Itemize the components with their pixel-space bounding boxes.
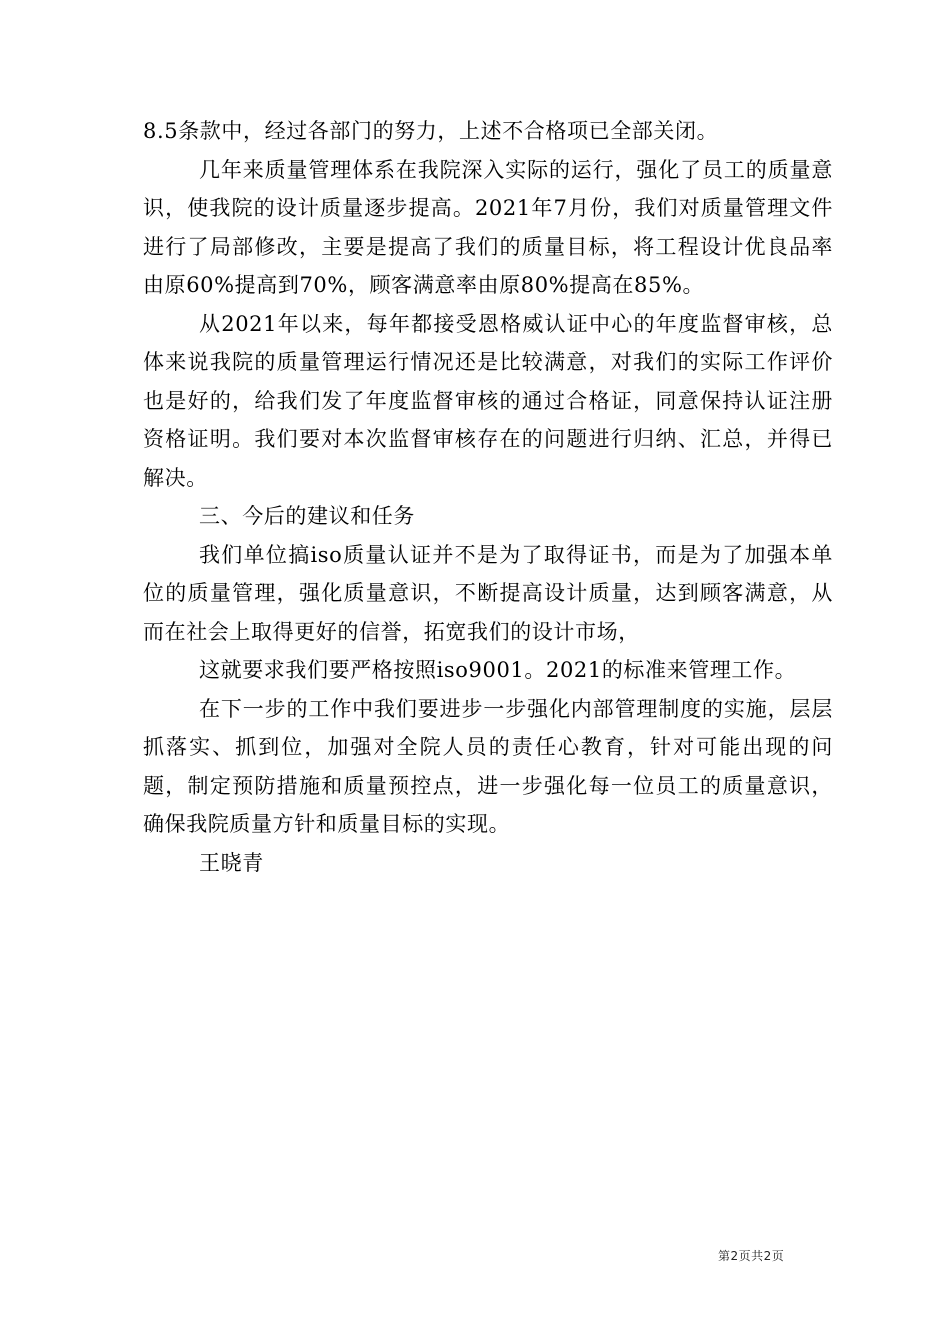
paragraph-audit: 从2021年以来，每年都接受恩格威认证中心的年度监督审核，总体来说我院的质量管理运行情况还是比较满意，对我们的实际工作评价也是好的，给我们发了年度监督审核的通过合格证，同意保持认证注册资格证明。我们要对本次监督审核存在的问题进行归纳、汇总，并得已解决。 — [143, 311, 833, 490]
paragraph-purpose: 我们单位搞iso质量认证并不是为了取得证书，而是为了加强本单位的质量管理，强化质量意识，不断提高设计质量，达到顾客满意，从而在社会上取得更好的信誉，拓宽我们的设计市场， — [143, 542, 833, 644]
paragraph-continuation: 8.5条款中，经过各部门的努力，上述不合格项已全部关闭。 — [143, 119, 719, 143]
section-heading: 三、今后的建议和任务 — [199, 504, 415, 528]
paragraph-next-steps: 在下一步的工作中我们要进步一步强化内部管理制度的实施，层层抓落实、抓到位，加强对全院人员的责任心教育，针对可能出现的问题，制定预防措施和质量预控点，进一步强化每一位员工的质量意识，确保我院质量方针和质量目标的实现。 — [143, 696, 833, 836]
paragraph-standard: 这就要求我们要严格按照iso9001。2021的标准来管理工作。 — [199, 658, 797, 682]
paragraph-quality-improvement: 几年来质量管理体系在我院深入实际的运行，强化了员工的质量意识，使我院的设计质量逐步提高。2021年7月份，我们对质量管理文件进行了局部修改，主要是提高了我们的质量目标，将工程设计优良品率由原60%提高到70%，顾客满意率由原80%提高在85%。 — [143, 157, 833, 297]
author-signature: 王晓青 — [199, 850, 264, 875]
page-number: 第2页共2页 — [718, 1249, 785, 1263]
document-body — [143, 112, 833, 882]
